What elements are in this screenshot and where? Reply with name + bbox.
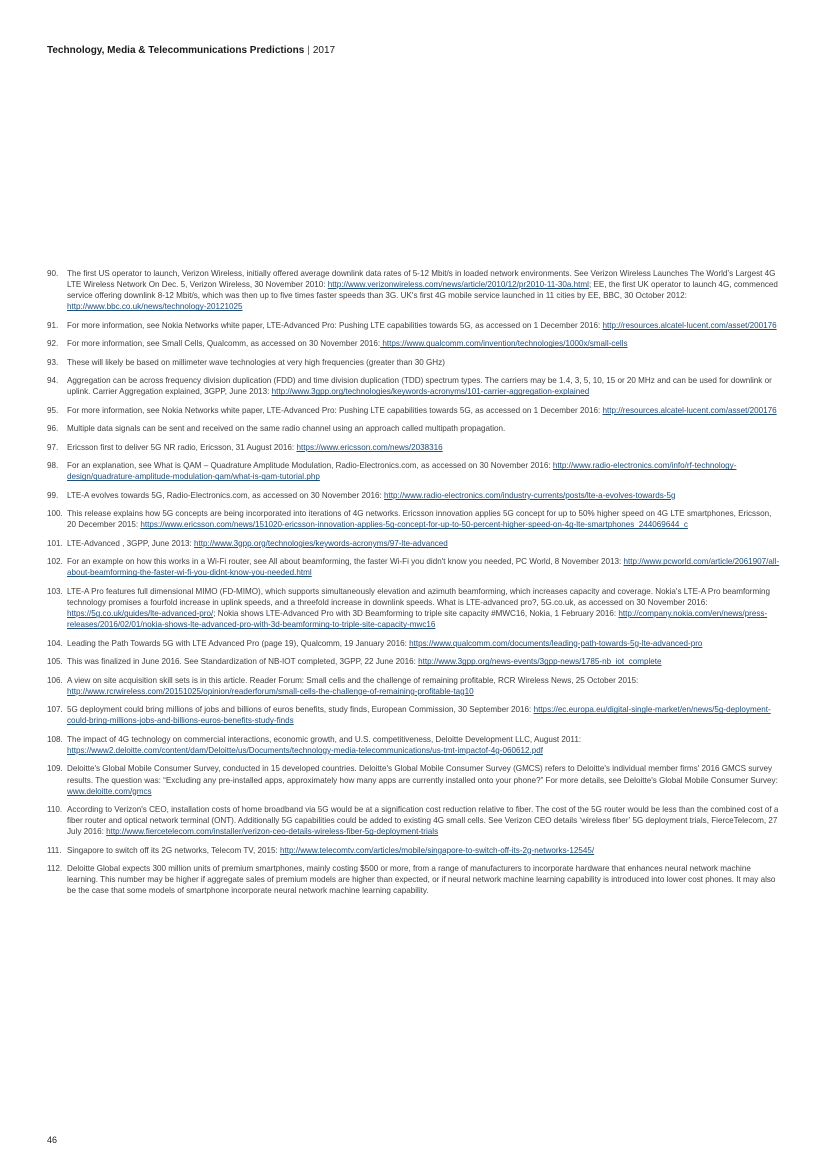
endnote-item xyxy=(47,460,780,482)
endnote-text-run: Multiple data signals can be sent and received on the same radio channel using an approach called multipath propagation. xyxy=(67,424,506,434)
endnote-text xyxy=(67,405,780,416)
publication-title: Technology, Media & Telecommunications Predictions xyxy=(47,45,305,56)
endnote-text xyxy=(67,508,780,530)
endnote-text-run: For an explanation, see What is QAM – Quadrature Amplitude Modulation, Radio-Electronics.com, as accessed on 30 November 2016: xyxy=(67,461,553,471)
endnote-text-run: 5G deployment could bring millions of jobs and billions of euros benefits, study finds, European Commission, 30 September 2016: xyxy=(67,705,534,715)
endnote-item xyxy=(47,338,780,349)
endnote-number: 92. xyxy=(47,339,59,349)
endnote-item xyxy=(47,763,780,796)
endnote-text xyxy=(67,804,780,837)
endnote-text xyxy=(67,704,780,726)
endnote-link[interactable]: https://ec.europa.eu/digital-single-market/en/news/5g-deployment-could-bring-millions-jobs-and-billions-euros-benefits-study-finds xyxy=(67,705,771,726)
endnote-link[interactable]: http://www.radio-electronics.com/industry-currents/posts/lte-a-evolves-towards-5g xyxy=(384,490,676,500)
endnote-link[interactable]: https://5g.co.uk/guides/lte-advanced-pro/ xyxy=(67,609,214,619)
endnote-item xyxy=(47,586,780,630)
endnote-item xyxy=(47,357,780,368)
endnote-link[interactable]: http://www.rcrwireless.com/20151025/opinion/readerforum/small-cells-the-challenge-of-remaining-profitable-tag10 xyxy=(67,686,474,696)
running-header xyxy=(47,45,335,56)
endnote-text xyxy=(67,442,780,453)
endnote-text-run: Aggregation can be across frequency division duplication (FDD) and time division duplication (TDD) spectrum types. The carriers may be 1.4, 3, 5, 10, 15 or 20 MHz and can be used for downlink or uplink. Carrier Aggregation explained, 3GPP, June 2013: xyxy=(67,376,772,397)
endnote-link[interactable]: http://resources.alcatel-lucent.com/asset/200176 xyxy=(602,405,777,415)
endnote-item xyxy=(47,268,780,312)
endnote-text-run: These will likely be based on millimeter wave technologies at very high frequencies (greater than 30 GHz) xyxy=(67,357,445,367)
endnote-text-run: Leading the Path Towards 5G with LTE Advanced Pro (page 19), Qualcomm, 19 January 2016: xyxy=(67,638,410,648)
endnote-text xyxy=(67,675,780,697)
endnote-number: 99. xyxy=(47,490,59,500)
endnote-text-run: The impact of 4G technology on commercial interactions, economic growth, and U.S. competitiveness, Deloitte Development LLC, August 2011: xyxy=(67,734,582,744)
endnote-text xyxy=(67,538,780,549)
endnote-text xyxy=(67,320,780,331)
endnote-text-run: LTE-A evolves towards 5G, Radio-Electronics.com, as accessed on 30 November 2016: xyxy=(67,490,385,500)
endnote-number: 103. xyxy=(47,586,63,596)
endnote-text-run: A view on site acquisition skill sets is in this article. Reader Forum: Small cells and the challenge of remaining profitable, RCR Wireless News, 25 October 2015: xyxy=(67,675,639,685)
endnote-link[interactable]: http://www.3gpp.org/technologies/keywords-acronyms/101-carrier-aggregation-explained xyxy=(271,387,590,397)
endnote-number: 107. xyxy=(47,705,63,715)
endnote-item xyxy=(47,405,780,416)
endnote-number: 95. xyxy=(47,405,59,415)
endnote-item xyxy=(47,320,780,331)
endnote-number: 104. xyxy=(47,638,63,648)
endnote-item xyxy=(47,442,780,453)
endnote-item xyxy=(47,675,780,697)
endnote-link[interactable]: http://www.verizonwireless.com/news/article/2010/12/pr2010-11-30a.html xyxy=(327,280,589,290)
endnote-text-run: Deloitte Global expects 300 million units of premium smartphones, mainly costing $500 or more, from a range of manufacturers to incorporate hardware that enhances neural network machine learning. This number may be higher if aggregate sales of premium models are higher than expected, or if neural network machine learning capability is introduced into lower cost phones. It may also be the case that some models of smartphone incorporate neural network machine learning capability. xyxy=(67,864,776,896)
endnote-text xyxy=(67,734,780,756)
endnote-text-run: The first US operator to launch, Verizon Wireless, initially offered average downlink data rates of 5-12 Mbit/s in loaded network environments. See Verizon Wireless Launches The World’s Largest 4G LTE Wireless Network On Dec. 5, Verizon Wireless, 30 November 2010: xyxy=(67,269,776,290)
endnote-number: 111. xyxy=(47,845,62,855)
endnote-text xyxy=(67,338,780,349)
endnote-text xyxy=(67,460,780,482)
endnote-text-run: For an example on how this works in a Wi-Fi router, see All about beamforming, the faster Wi-Fi you didn't know you needed, PC World, 8 November 2013: xyxy=(67,557,624,567)
endnote-text xyxy=(67,268,780,312)
endnote-number: 97. xyxy=(47,442,59,452)
endnote-link[interactable]: http://www.3gpp.org/news-events/3gpp-news/1785-nb_iot_complete xyxy=(418,657,662,667)
endnote-number: 110. xyxy=(47,805,63,815)
endnote-number: 108. xyxy=(47,734,63,744)
endnote-number: 102. xyxy=(47,557,63,567)
endnote-item xyxy=(47,423,780,434)
endnote-number: 112. xyxy=(47,864,63,874)
endnote-item xyxy=(47,375,780,397)
page-number: 46 xyxy=(47,1135,58,1145)
endnote-text xyxy=(67,423,780,434)
endnote-link[interactable]: https://www.ericsson.com/news/151020-ericsson-innovation-applies-5g-concept-for-up-to-50-percent-higher-speed-on-4g-lte-smartphones_244069644_c xyxy=(140,520,688,530)
endnote-text-run: Deloitte's Global Mobile Consumer Survey, conducted in 15 developed countries. Deloitte's Global Mobile Consumer Survey (GMCS) refers to Deloitte's individual member firms' 2016 GMCS survey results. The question was: “Excluding any pre-installed apps, approximately how many apps are currently installed onto your phone?” For more details, see Deloitte's Global Mobile Consumer Survey: xyxy=(67,764,778,785)
endnote-number: 100. xyxy=(47,509,63,519)
publication-year: 2017 xyxy=(312,45,336,56)
endnote-text-run: ; Nokia shows LTE-Advanced Pro with 3D Beamforming to triple site capacity #MWC16, Nokia, 1 February 2016: xyxy=(213,609,619,619)
endnote-number: 96. xyxy=(47,424,59,434)
endnote-item xyxy=(47,863,780,896)
endnote-text-run: LTE-Advanced , 3GPP, June 2013: xyxy=(67,538,195,548)
endnote-link[interactable]: http://company.nokia.com/en/news/press-releases/2016/02/01/nokia-shows-lte-advanced-pro-with-3d-beamforming-to-triple-site-capacity-mwc16 xyxy=(67,609,768,630)
endnote-number: 91. xyxy=(47,320,59,330)
endnote-text xyxy=(67,638,780,649)
endnote-text-run: For more information, see Nokia Networks white paper, LTE-Advanced Pro: Pushing LTE capabilities towards 5G, as accessed on 1 December 2016: xyxy=(67,405,603,415)
endnote-text-run: For more information, see Nokia Networks white paper, LTE-Advanced Pro: Pushing LTE capabilities towards 5G, as accessed on 1 December 2016: xyxy=(67,320,603,330)
endnote-text xyxy=(67,863,780,896)
header-separator: | xyxy=(307,45,310,56)
endnote-item xyxy=(47,538,780,549)
endnote-text xyxy=(67,375,780,397)
endnote-number: 101. xyxy=(47,538,63,548)
endnote-link[interactable]: http://www.3gpp.org/technologies/keywords-acronyms/97-lte-advanced xyxy=(194,538,448,548)
endnote-text-run: According to Verizon's CEO, installation costs of home broadband via 5G would be at a signification cost reduction relative to fiber. The cost of the 5G router would be less than the combined cost of a fiber router and optical network terminal (ONT). Additionally 5G capabilities could be added to existing 4G small cells. See Verizon CEO details ‘wireless fiber’ 5G deployment trials, FierceTelecom, 27 July 2016: xyxy=(67,805,779,837)
endnote-text xyxy=(67,845,780,856)
endnote-text-run: Ericsson first to deliver 5G NR radio, Ericsson, 31 August 2016: xyxy=(67,442,297,452)
endnote-link[interactable]: http://www.pcworld.com/article/2061907/all-about-beamforming-the-faster-wi-fi-you-didnt-know-you-needed.html xyxy=(67,557,780,578)
endnote-number: 94. xyxy=(47,376,59,386)
endnote-item xyxy=(47,656,780,667)
endnote-text xyxy=(67,656,780,667)
endnote-number: 93. xyxy=(47,357,59,367)
endnote-link[interactable]: http://www.radio-electronics.com/info/rf-technology-design/quadrature-amplitude-modulation-qam/what-is-qam-tutorial.php xyxy=(67,461,737,482)
endnote-item xyxy=(47,556,780,578)
endnote-item xyxy=(47,845,780,856)
endnote-text xyxy=(67,490,780,501)
endnote-link[interactable]: www.deloitte.com/gmcs xyxy=(67,786,152,796)
endnote-item xyxy=(47,490,780,501)
endnote-text xyxy=(67,586,780,630)
endnote-item xyxy=(47,734,780,756)
endnote-text-run: Singapore to switch off its 2G networks, Telecom TV, 2015: xyxy=(67,845,280,855)
endnote-text-run: This release explains how 5G concepts are being incorporated into iterations of 4G networks. Ericsson innovation applies 5G concept for up to 50% higher speed on 4G LTE smartphones, Ericsson, 20 December 2015: xyxy=(67,509,772,530)
endnote-link[interactable]: http://www.bbc.co.uk/news/technology-20121025 xyxy=(67,302,243,312)
endnote-link[interactable]: https://www.ericsson.com/news/2038316 xyxy=(296,442,443,452)
endnote-text xyxy=(67,763,780,796)
endnote-item xyxy=(47,638,780,649)
endnote-link[interactable]: http://www.telecomtv.com/articles/mobile/singapore-to-switch-off-its-2g-networks-12545/ xyxy=(279,845,595,855)
endnote-text xyxy=(67,556,780,578)
endnote-number: 105. xyxy=(47,657,63,667)
endnote-text-run: This was finalized in June 2016. See Standardization of NB-IOT completed, 3GPP, 22 June 2016: xyxy=(67,657,419,667)
endnotes-list xyxy=(47,268,780,904)
endnote-item xyxy=(47,508,780,530)
endnote-number: 109. xyxy=(47,764,63,774)
endnote-text-run: For more information, see Small Cells, Qualcomm, as accessed on 30 November 2016: xyxy=(67,339,381,349)
endnote-number: 98. xyxy=(47,461,59,471)
endnote-link[interactable]: https://www.qualcomm.com/invention/technologies/1000x/small-cells xyxy=(380,339,628,349)
endnote-text xyxy=(67,357,780,368)
endnote-link[interactable]: http://www.fiercetelecom.com/installer/verizon-ceo-details-wireless-fiber-5g-deployment-trials xyxy=(106,827,439,837)
endnote-link[interactable]: https://www2.deloitte.com/content/dam/Deloitte/us/Documents/technology-media-telecommunications/us-tmt-impactof-4g-060612.pdf xyxy=(67,745,543,755)
endnote-number: 106. xyxy=(47,675,63,685)
endnote-text-run: LTE-A Pro features full dimensional MIMO (FD-MIMO), which supports simultaneously elevation and azimuth beamforming, which increases capacity and coverage. Nokia's LTE-A Pro beamforming technology promises a fourfold increase in uplink speeds, and a threefold increase in downlink speeds. What is LTE-advanced pro?, 5G.co.uk, as accessed on 30 November 2016: xyxy=(67,586,770,608)
endnote-item xyxy=(47,804,780,837)
endnote-item xyxy=(47,704,780,726)
endnote-number: 90. xyxy=(47,269,59,278)
endnote-link[interactable]: http://resources.alcatel-lucent.com/asset/200176 xyxy=(602,320,777,330)
endnote-text-run: ; EE, the first UK operator to launch 4G, commenced service offering downlink 8-12 Mbit/s, which was then up to five times faster speeds than 3G. UK's first 4G mobile service launched in 11 cities by EE, BBC, 30 October 2012: xyxy=(67,280,778,301)
endnote-link[interactable]: https://www.qualcomm.com/documents/leading-path-towards-5g-lte-advanced-pro xyxy=(409,638,703,648)
